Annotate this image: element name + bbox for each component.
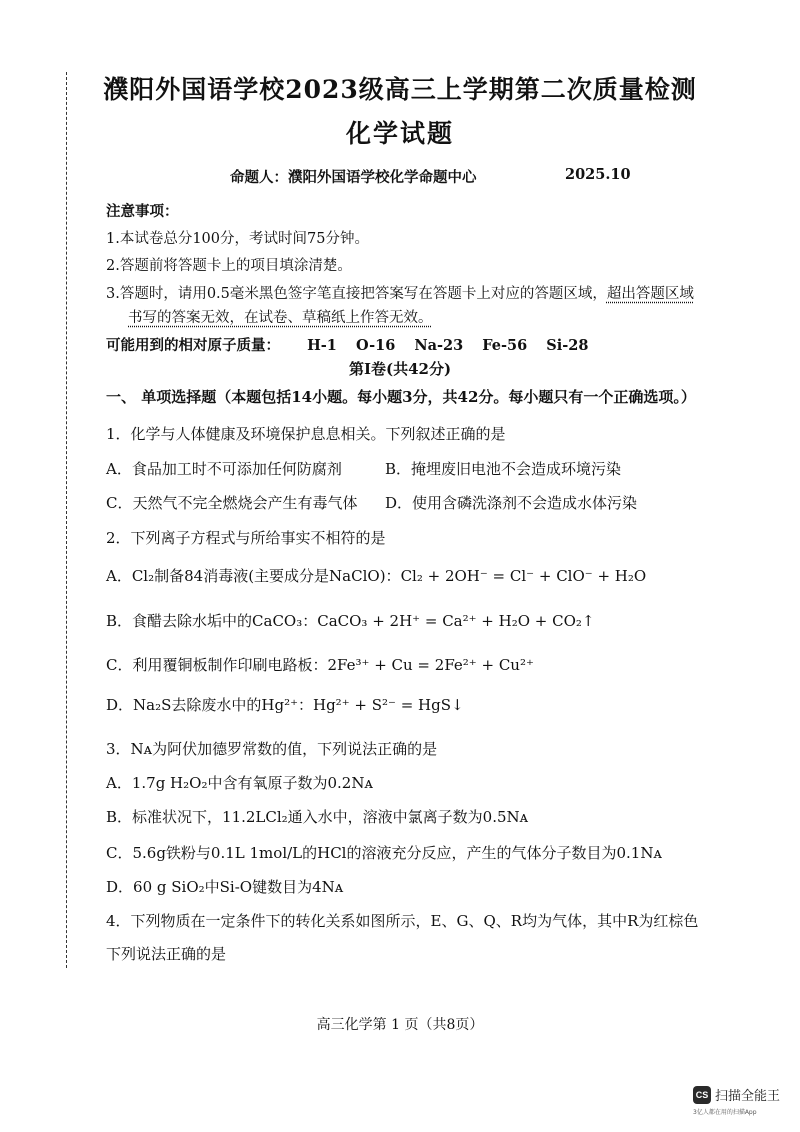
note-3-continued: 书写的答案无效，在试卷、草稿纸上作答无效。 <box>128 310 433 326</box>
question-3-option-a: A．1.7g H₂O₂中含有氧原子数为0.2Nᴀ <box>106 774 373 792</box>
camscanner-logo-icon: CS <box>693 1086 711 1104</box>
question-3-option-b: B．标准状况下，11.2LCl₂通入水中，溶液中氯离子数为0.5Nᴀ <box>106 808 529 826</box>
question-1-stem: 1．化学与人体健康及环境保护息息相关。下列叙述正确的是 <box>106 425 506 443</box>
notes-title: 注意事项： <box>106 203 179 220</box>
atomic-mass-h: H-1 <box>307 337 337 354</box>
q2b-equation: CaCO₃ + 2H⁺ = Ca²⁺ + H₂O + CO₂↑ <box>317 612 595 630</box>
q2c-label: C．利用覆铜板制作印刷电路板： <box>106 656 328 674</box>
q2a-label: A．Cl₂制备84消毒液(主要成分是NaClO)： <box>106 567 401 585</box>
atomic-mass-fe: Fe-56 <box>482 337 528 354</box>
question-2-option-a <box>106 565 646 586</box>
exam-author: 命题人：濮阳外国语学校化学命题中心 <box>230 169 477 186</box>
section-heading: 一、 单项选择题（本题包括14小题。每小题3分，共42分。每小题只有一个正确选项。） <box>106 388 696 406</box>
question-2-option-d <box>106 694 464 715</box>
atomic-mass-si: Si-28 <box>546 337 589 354</box>
atomic-mass-na: Na-23 <box>414 337 464 354</box>
note-3-emphasis: 超出答题区域 <box>606 286 694 302</box>
question-1-option-b: B．掩埋废旧电池不会造成环境污染 <box>385 460 622 478</box>
note-2: 2.答题前将答题卡上的项目填涂清楚。 <box>106 258 352 274</box>
scanner-watermark <box>693 1085 780 1104</box>
question-4-stem: 4．下列物质在一定条件下的转化关系如图所示，E、G、Q、R均为气体，其中R为红棕色 <box>106 912 699 930</box>
exam-title: 濮阳外国语学校2023级高三上学期第二次质量检测 <box>103 75 697 104</box>
q2d-equation: Hg²⁺ + S²⁻ = HgS↓ <box>313 696 464 714</box>
question-2-stem: 2．下列离子方程式与所给事实不相符的是 <box>106 529 386 547</box>
page-footer: 高三化学第 1 页（共8页） <box>316 1017 484 1033</box>
atomic-mass-o: O-16 <box>355 337 396 354</box>
note-1: 1.本试卷总分100分，考试时间75分钟。 <box>106 231 369 247</box>
q2b-label: B．食醋去除水垢中的CaCO₃： <box>106 612 318 630</box>
q2c-equation: 2Fe³⁺ + Cu = 2Fe²⁺ + Cu²⁺ <box>327 656 534 674</box>
question-3-option-d: D．60 g SiO₂中Si-O键数目为4Nᴀ <box>106 878 344 896</box>
atomic-masses-label: 可能用到的相对原子质量： <box>106 337 280 354</box>
question-4-stem-continued: 下列说法正确的是 <box>106 945 227 963</box>
note-3 <box>106 282 694 303</box>
question-2-option-b <box>106 610 595 631</box>
volume-heading: 第Ⅰ卷(共42分) <box>348 360 452 378</box>
exam-date: 2025.10 <box>565 166 631 183</box>
exam-subtitle: 化学试题 <box>345 119 454 148</box>
q2a-equation: Cl₂ + 2OH⁻ = Cl⁻ + ClO⁻ + H₂O <box>400 567 647 585</box>
question-3-option-c: C．5.6g铁粉与0.1L 1mol/L的HCl的溶液充分反应，产生的气体分子数目为0.1Nᴀ <box>106 844 662 862</box>
question-1-option-d: D．使用含磷洗涤剂不会造成水体污染 <box>385 494 638 512</box>
binding-line <box>66 72 67 968</box>
note-3-text: 3.答题时，请用0.5毫米黑色签字笔直接把答案写在答题卡上对应的答题区域， <box>106 286 607 302</box>
question-3-stem: 3．Nᴀ为阿伏加德罗常数的值，下列说法正确的是 <box>106 740 438 758</box>
question-1-option-c: C．天然气不完全燃烧会产生有毒气体 <box>106 494 358 512</box>
question-1-option-a: A．食品加工时不可添加任何防腐剂 <box>106 460 342 478</box>
watermark-name: 扫描全能王 <box>715 1089 781 1104</box>
watermark-tagline: 3亿人都在用的扫描App <box>693 1109 757 1116</box>
question-2-option-c <box>106 654 534 675</box>
atomic-masses <box>106 334 602 355</box>
q2d-label: D．Na₂S去除废水中的Hg²⁺： <box>106 696 313 714</box>
